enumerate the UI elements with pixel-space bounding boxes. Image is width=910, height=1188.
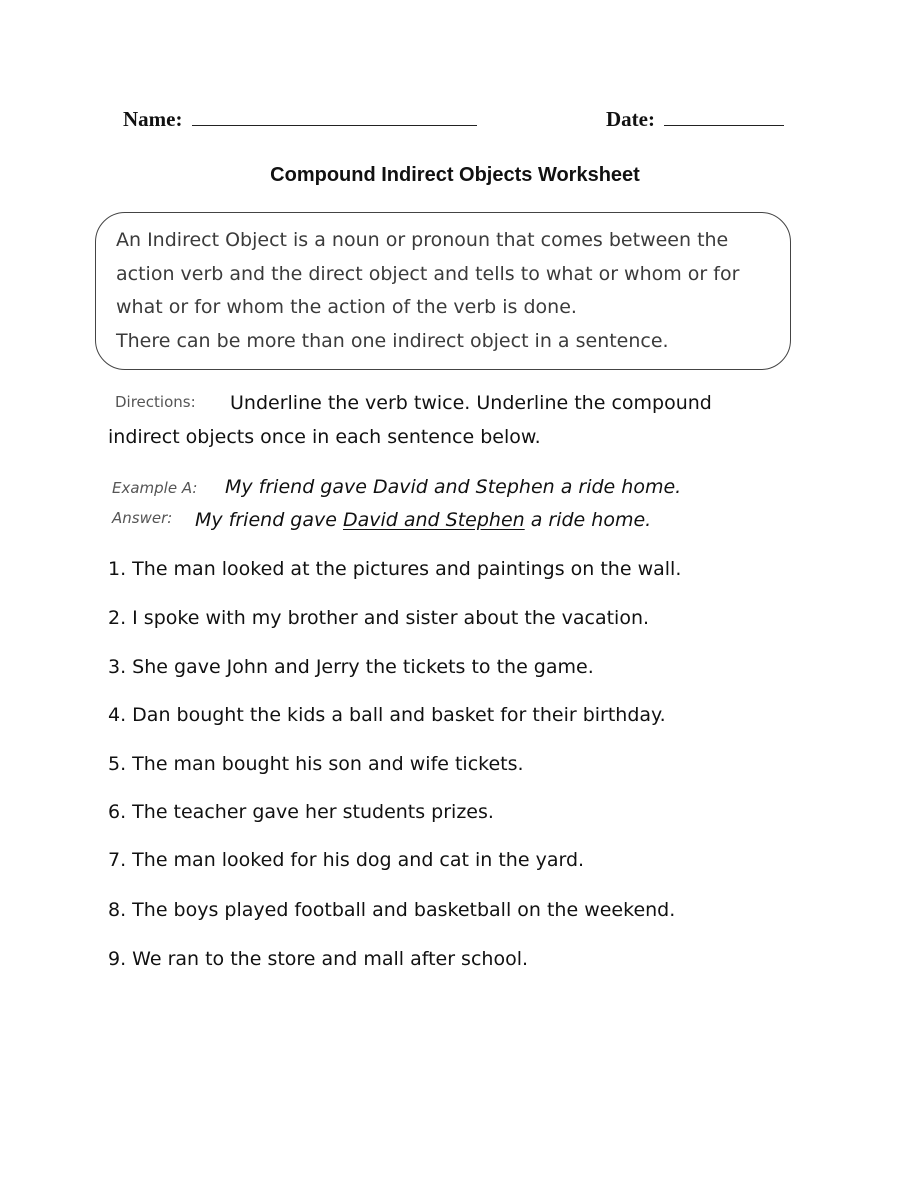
date-field-row (606, 107, 784, 132)
name-blank-line[interactable] (192, 107, 477, 126)
name-label: Name: (123, 107, 183, 131)
answer-sentence (195, 509, 651, 531)
question-item: 8. The boys played football and basketball on the weekend. (108, 899, 676, 921)
question-item: 2. I spoke with my brother and sister about the vacation. (108, 607, 650, 629)
answer-underlined-objects: David and Stephen (342, 509, 525, 531)
definition-line: what or for whom the action of the verb is done. (116, 296, 577, 318)
example-sentence: My friend gave David and Stephen a ride home. (225, 476, 682, 498)
directions-text-line2: indirect objects once in each sentence below. (108, 426, 541, 448)
question-item: 5. The man bought his son and wife tickets. (108, 753, 524, 775)
question-item: 1. The man looked at the pictures and paintings on the wall. (108, 558, 682, 580)
worksheet-title: Compound Indirect Objects Worksheet (270, 164, 640, 186)
question-item: 4. Dan bought the kids a ball and basket for their birthday. (108, 704, 666, 726)
example-label: Example A: (112, 479, 198, 497)
question-item: 7. The man looked for his dog and cat in the yard. (108, 849, 585, 871)
definition-line: There can be more than one indirect object in a sentence. (116, 330, 669, 352)
question-item: 9. We ran to the store and mall after school. (108, 948, 529, 970)
answer-text-after: a ride home. (524, 509, 652, 531)
definition-line: action verb and the direct object and tells to what or whom or for (116, 263, 740, 285)
answer-label: Answer: (112, 509, 173, 527)
date-label: Date: (606, 107, 655, 131)
name-field-row (123, 107, 477, 132)
date-blank-line[interactable] (664, 107, 784, 126)
directions-text-line1: Underline the verb twice. Underline the compound (230, 392, 712, 414)
answer-text-before: My friend gave (195, 509, 343, 531)
question-item: 6. The teacher gave her students prizes. (108, 801, 494, 823)
definition-line: An Indirect Object is a noun or pronoun that comes between the (116, 229, 729, 251)
question-item: 3. She gave John and Jerry the tickets to the game. (108, 656, 594, 678)
directions-label: Directions: (115, 393, 196, 411)
